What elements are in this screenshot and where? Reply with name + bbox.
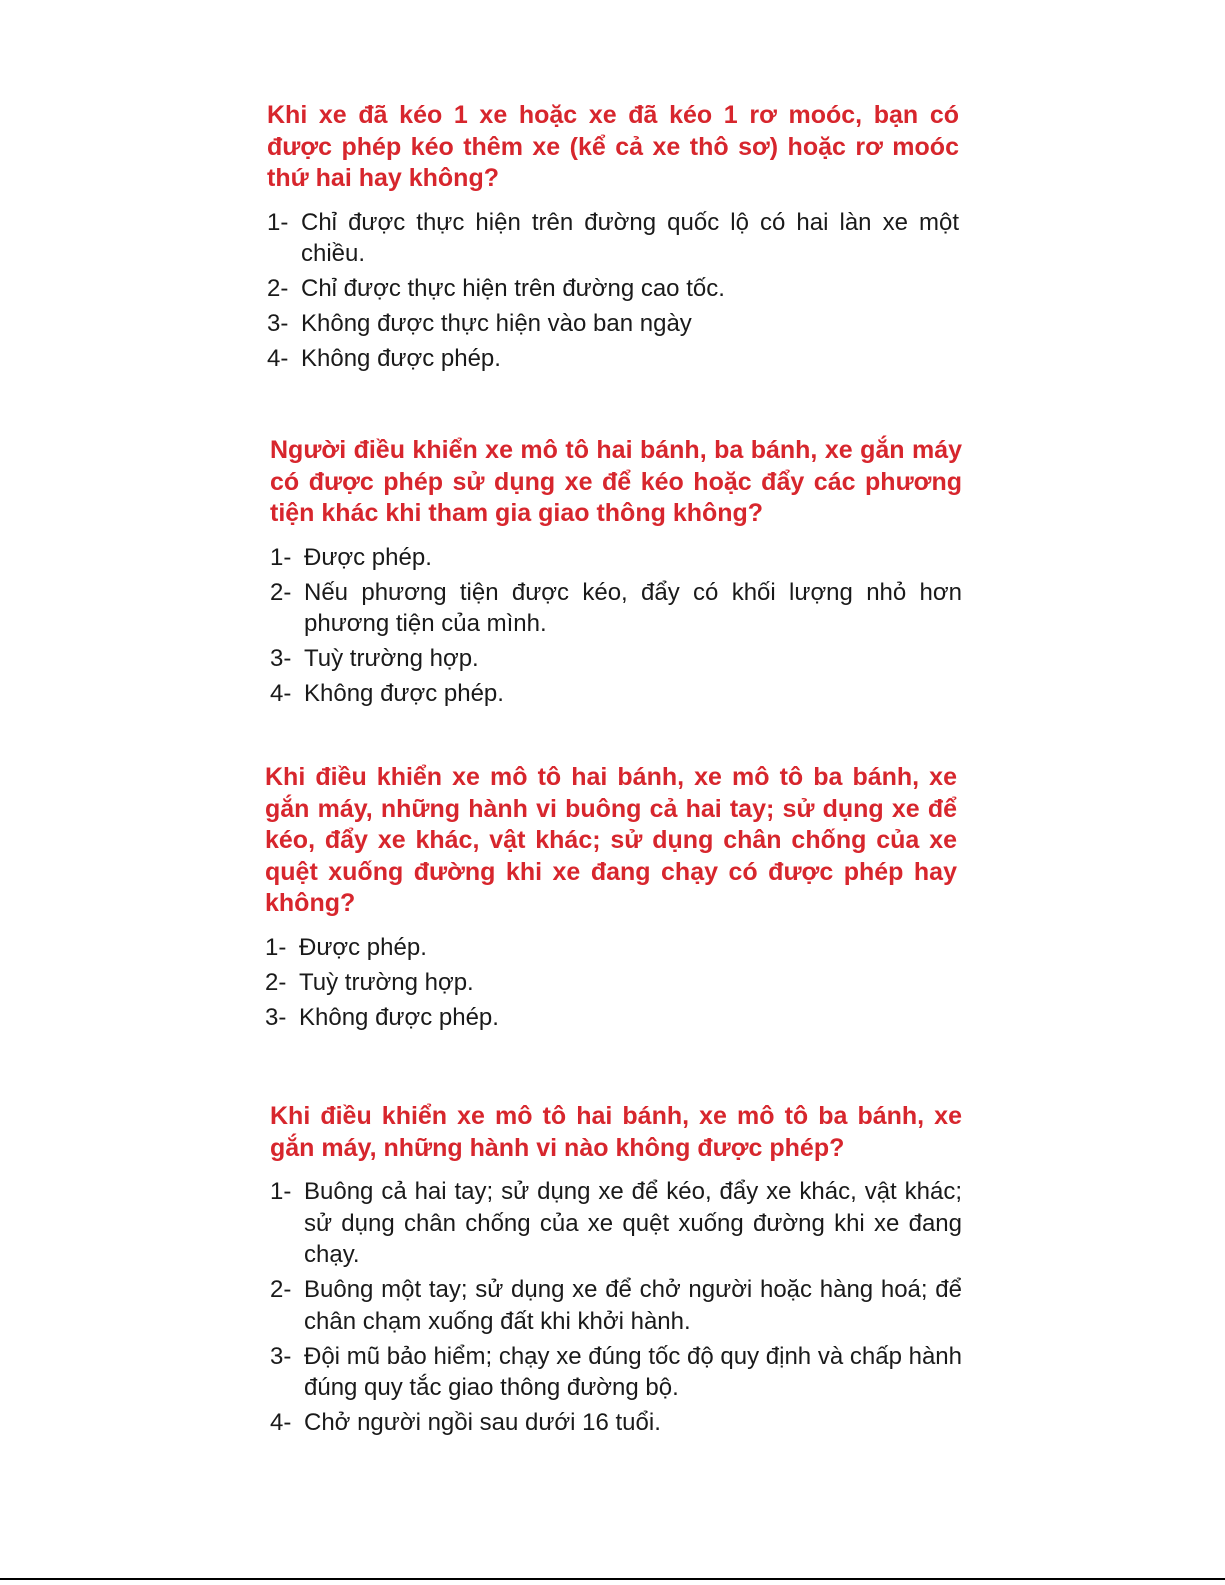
answer-option-3 <box>267 308 959 340</box>
answer-list <box>270 1176 962 1439</box>
answer-number: 2- <box>270 578 292 606</box>
question-text: Khi điều khiển xe mô tô hai bánh, xe mô tô ba bánh, xe gắn máy, những hành vi buông cả hai tay; sử dụng xe để kéo, đẩy xe khác, vật khác; sử dụng chân chống của xe quệt xuống đường khi xe đang chạy có được phép hay không? <box>265 763 957 917</box>
answer-list <box>267 207 959 375</box>
answer-number: 2- <box>265 968 287 996</box>
answer-number: 3- <box>267 310 289 337</box>
answer-number: 4- <box>270 1409 292 1436</box>
question-2 <box>270 435 962 713</box>
answer-number: 1- <box>267 208 289 236</box>
answer-text: Nếu phương tiện được kéo, đẩy có khối lượng nhỏ hơn phương tiện của mình. <box>304 578 962 637</box>
answer-number: 1- <box>270 543 292 571</box>
answer-text: Đội mũ bảo hiểm; chạy xe đúng tốc độ quy định và chấp hành đúng quy tắc giao thông đường bộ. <box>304 1342 962 1401</box>
answer-text: Tuỳ trường hợp. <box>299 968 474 996</box>
answer-option-1 <box>270 542 962 574</box>
question-text: Khi xe đã kéo 1 xe hoặc xe đã kéo 1 rơ moóc, bạn có được phép kéo thêm xe (kể cả xe thô sơ) hoặc rơ moóc thứ hai hay không? <box>267 101 959 192</box>
answer-text: Được phép. <box>299 933 427 961</box>
answer-text: Không được phép. <box>304 680 504 707</box>
answer-text: Tuỳ trường hợp. <box>304 645 479 672</box>
question-1 <box>267 100 959 378</box>
answer-option-1 <box>267 207 959 270</box>
question-text: Người điều khiển xe mô tô hai bánh, ba bánh, xe gắn máy có được phép sử dụng xe để kéo hoặc đẩy các phương tiện khác khi tham gia giao thông không? <box>270 436 962 527</box>
answer-option-4 <box>270 1407 962 1439</box>
answer-number: 2- <box>267 275 289 302</box>
answer-text: Chở người ngồi sau dưới 16 tuổi. <box>304 1409 661 1436</box>
answer-text: Được phép. <box>304 543 432 571</box>
answer-text: Không được phép. <box>301 345 501 372</box>
question-text: Khi điều khiển xe mô tô hai bánh, xe mô tô ba bánh, xe gắn máy, những hành vi nào không được phép? <box>270 1102 962 1162</box>
answer-option-2 <box>270 577 962 640</box>
question-4 <box>270 1101 962 1442</box>
answer-number: 3- <box>270 1342 292 1370</box>
answer-text: Chỉ được thực hiện trên đường cao tốc. <box>301 275 725 302</box>
answer-text: Buông cả hai tay; sử dụng xe để kéo, đẩy xe khác, vật khác; sử dụng chân chống của xe quệt xuống đường khi xe đang chạy. <box>304 1178 962 1268</box>
answer-option-2 <box>267 273 959 305</box>
answer-number: 3- <box>265 1003 287 1031</box>
page-bottom-rule <box>0 1578 1225 1580</box>
answer-text: Chỉ được thực hiện trên đường quốc lộ có hai làn xe một chiều. <box>301 208 959 267</box>
answer-option-4 <box>270 678 962 710</box>
answer-number: 2- <box>270 1276 292 1303</box>
answer-number: 3- <box>270 645 292 672</box>
answer-text: Không được phép. <box>299 1003 499 1031</box>
answer-option-4 <box>267 343 959 375</box>
answer-text: Buông một tay; sử dụng xe để chở người hoặc hàng hoá; để chân chạm xuống đất khi khởi hành. <box>304 1276 962 1335</box>
answer-list <box>265 932 957 1034</box>
question-3 <box>265 762 957 1037</box>
answer-option-3 <box>265 1002 957 1034</box>
answer-option-1 <box>265 932 957 964</box>
answer-number: 4- <box>267 345 289 372</box>
answer-option-2 <box>270 1274 962 1337</box>
answer-list <box>270 542 962 710</box>
answer-option-2 <box>265 967 957 999</box>
answer-option-3 <box>270 1341 962 1404</box>
answer-number: 1- <box>270 1178 292 1205</box>
answer-option-1 <box>270 1176 962 1271</box>
answer-number: 4- <box>270 680 292 707</box>
answer-text: Không được thực hiện vào ban ngày <box>301 310 692 337</box>
answer-number: 1- <box>265 933 287 961</box>
answer-option-3 <box>270 643 962 675</box>
